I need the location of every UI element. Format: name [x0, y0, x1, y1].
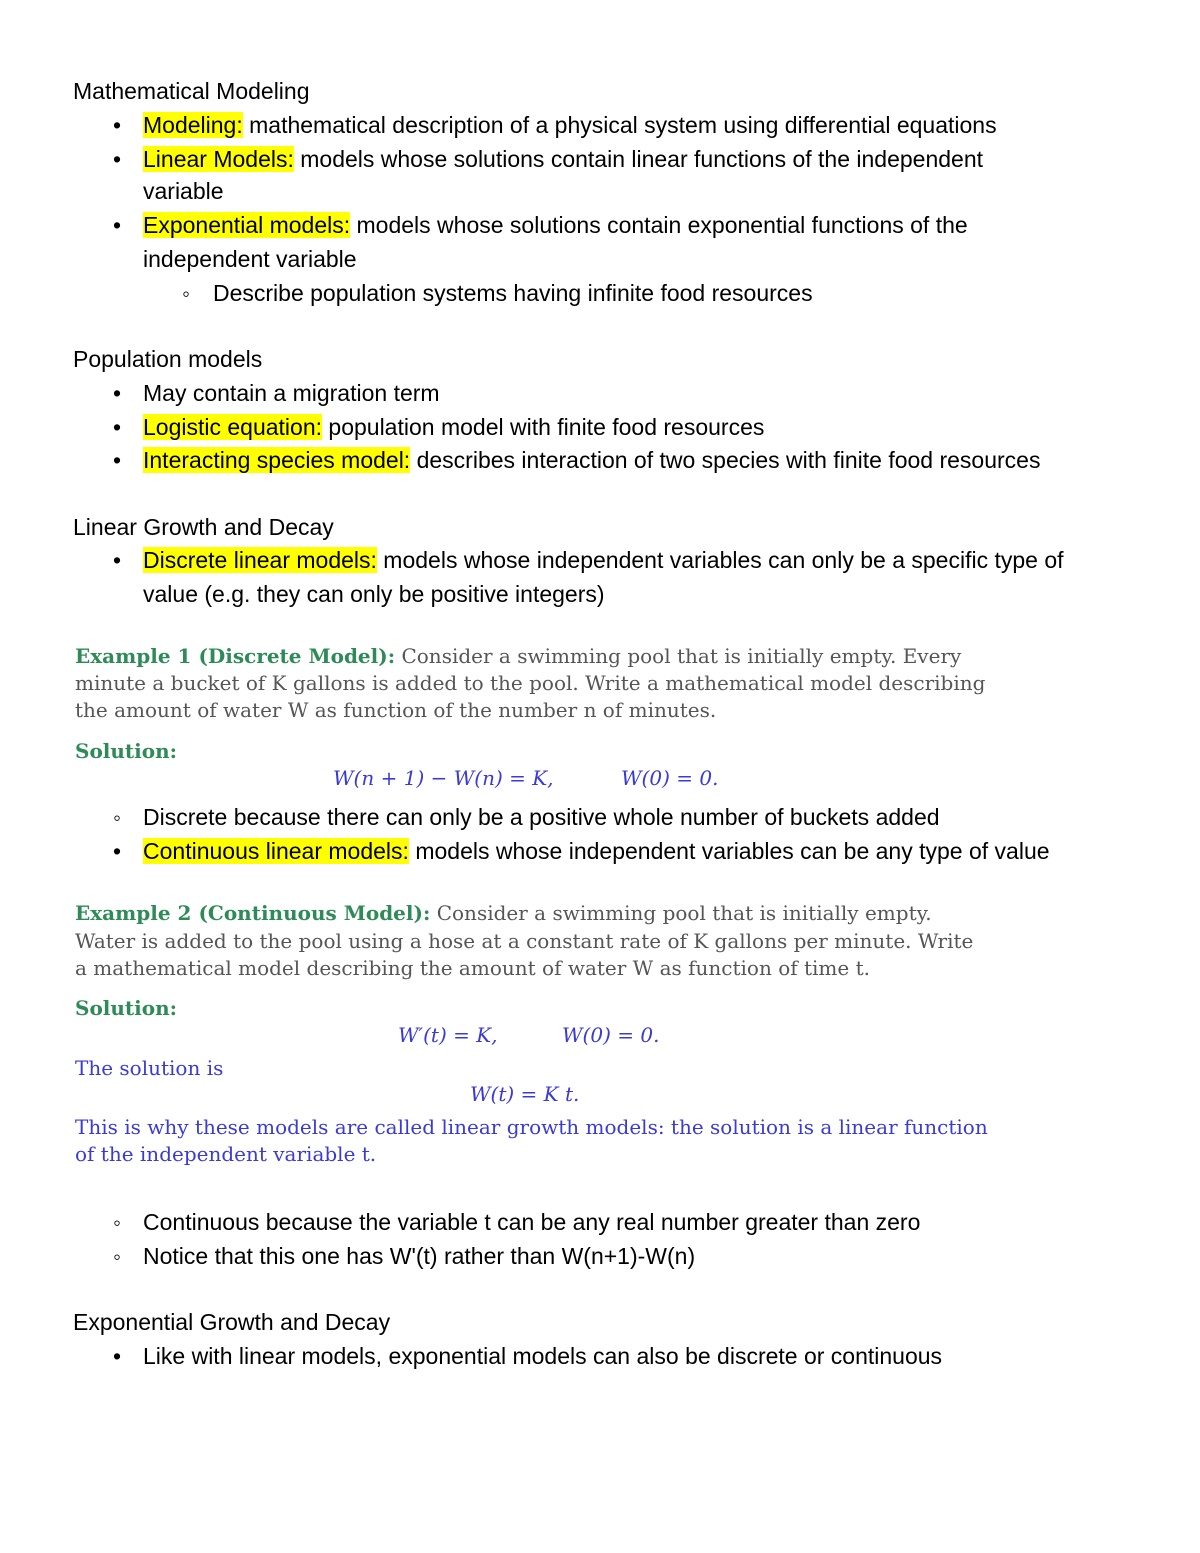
- term-highlight: Linear Models:: [143, 146, 294, 172]
- definition-continuation: variable: [143, 178, 224, 204]
- sub-item-text: Notice that this one has W'(t) rather than W(n+1)-W(n): [143, 1243, 696, 1269]
- hollow-bullet-icon: [107, 1241, 127, 1272]
- hollow-bullet-icon: [107, 802, 127, 833]
- sub-item-text: Continuous because the variable t can be any real number greater than zero: [143, 1209, 921, 1235]
- bullet-icon: [107, 1341, 127, 1371]
- bullet-icon: [107, 378, 127, 408]
- heading-mathematical-modeling: Mathematical Modeling: [73, 78, 310, 104]
- example2-line2: Water is added to the pool using a hose at a constant rate of K gallons per minute. Write: [75, 929, 974, 953]
- bullet-icon: [107, 110, 127, 140]
- example1-text: Consider a swimming pool that is initially empty. Every: [395, 644, 962, 668]
- sub-item-text: Discrete because there can only be a positive whole number of buckets added: [143, 804, 940, 830]
- definition-continuation: independent variable: [143, 246, 357, 272]
- example2-solution-label: Solution:: [75, 996, 178, 1020]
- term-highlight: Exponential models:: [143, 212, 351, 238]
- example2-note-line2: of the independent variable t.: [75, 1142, 377, 1166]
- term-highlight: Discrete linear models:: [143, 547, 377, 573]
- definition-text: describes interaction of two species with finite food resources: [410, 447, 1041, 473]
- heading-population-models: Population models: [73, 346, 263, 372]
- definition-text: models whose solutions contain exponential functions of the: [350, 212, 968, 238]
- definition-text: models whose independent variables can be any type of value: [408, 838, 1050, 864]
- item-text: Like with linear models, exponential models can also be discrete or continuous: [143, 1343, 943, 1369]
- sub-item-text: Describe population systems having infinite food resources: [213, 280, 813, 306]
- example1-initial-condition: W(0) = 0.: [621, 766, 719, 790]
- bullet-icon: [107, 545, 127, 575]
- definition-text: mathematical description of a physical system using differential equations: [242, 112, 997, 138]
- term-highlight: Interacting species model:: [143, 447, 411, 473]
- example1-line2: minute a bucket of K gallons is added to the pool. Write a mathematical model describing: [75, 671, 986, 695]
- term-highlight: Logistic equation:: [143, 414, 323, 440]
- item-text: May contain a migration term: [143, 380, 440, 406]
- definition-text: models whose independent variables can only be a specific type of: [376, 547, 1064, 573]
- example1-solution-label: Solution:: [75, 739, 178, 763]
- hollow-bullet-icon: [176, 278, 196, 309]
- hollow-bullet-icon: [107, 1207, 127, 1238]
- example2-initial-condition: W(0) = 0.: [562, 1023, 660, 1047]
- example2-line1: [75, 900, 932, 927]
- bullet-icon: [107, 836, 127, 866]
- example2-equation: W′(t) = K,: [398, 1023, 498, 1047]
- example1-equation: W(n + 1) − W(n) = K,: [333, 766, 554, 790]
- example2-line3: a mathematical model describing the amount of water W as function of time t.: [75, 956, 870, 980]
- example1-line3: the amount of water W as function of the number n of minutes.: [75, 698, 717, 722]
- bullet-icon: [107, 412, 127, 442]
- definition-text: models whose solutions contain linear functions of the independent: [293, 146, 984, 172]
- example2-title: Example 2 (Continuous Model):: [75, 901, 431, 925]
- example2-solution-equation: W(t) = K t.: [470, 1082, 580, 1106]
- heading-exponential-growth: Exponential Growth and Decay: [73, 1309, 391, 1335]
- example2-note-line1: This is why these models are called linear growth models: the solution is a linear function: [75, 1115, 988, 1139]
- bullet-icon: [107, 210, 127, 240]
- example1-line1: [75, 643, 961, 670]
- definition-continuation: value (e.g. they can only be positive integers): [143, 581, 605, 607]
- definition-text: population model with finite food resources: [322, 414, 765, 440]
- bullet-icon: [107, 144, 127, 174]
- heading-linear-growth: Linear Growth and Decay: [73, 514, 334, 540]
- bullet-icon: [107, 445, 127, 475]
- example2-text: Consider a swimming pool that is initially empty.: [430, 901, 932, 925]
- term-highlight: Modeling:: [143, 112, 243, 138]
- term-highlight: Continuous linear models:: [143, 838, 409, 864]
- example1-title: Example 1 (Discrete Model):: [75, 644, 396, 668]
- example2-solution-intro: The solution is: [75, 1056, 224, 1080]
